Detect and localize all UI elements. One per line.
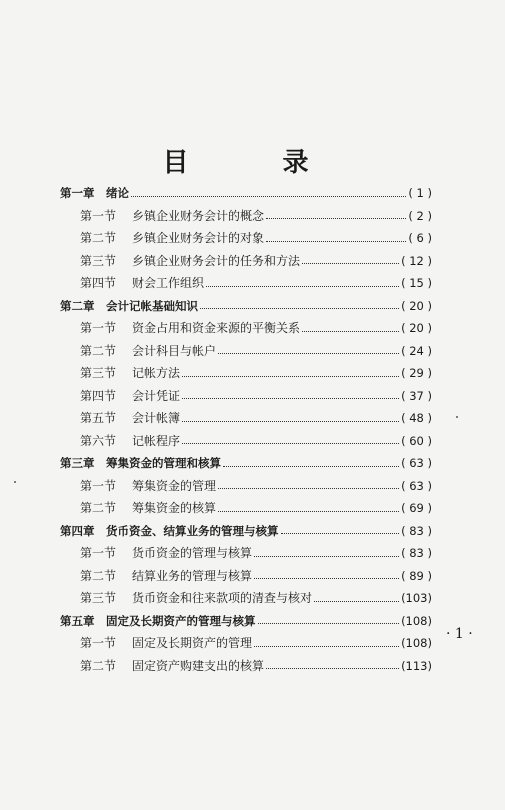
toc-dot-leader — [182, 398, 399, 399]
toc-dot-leader — [254, 556, 399, 557]
toc-section-row — [60, 430, 432, 453]
toc-dot-leader — [258, 623, 400, 624]
toc-entry-label: 第二节 — [80, 343, 117, 358]
toc-entry-page: ( 83 ) — [401, 546, 432, 560]
toc-entry-page: ( 20 ) — [401, 298, 432, 313]
toc-dot-leader — [302, 263, 399, 264]
toc-entry-label: 第四节 — [80, 388, 117, 403]
toc-entry-title: 货币资金、结算业务的管理与核算 — [106, 523, 279, 538]
toc-entry-label: 第二节 — [80, 231, 117, 245]
toc-entry-label: 第三章 — [60, 456, 95, 470]
toc-entry-page: (103) — [401, 591, 432, 605]
toc-entry-page: ( 60 ) — [401, 433, 432, 448]
toc-entry-label: 第一章 — [60, 186, 95, 200]
toc-entry-label: 第三节 — [80, 253, 117, 268]
toc-entry-label: 第二章 — [60, 298, 95, 313]
toc-entry-title: 乡镇企业财务会计的对象 — [132, 231, 265, 245]
toc-entry-label: 第四章 — [60, 523, 95, 538]
table-of-contents — [60, 182, 432, 677]
toc-entry-page: ( 6 ) — [408, 231, 432, 245]
toc-entry-label: 第一节 — [80, 208, 117, 223]
toc-entry-label: 第一节 — [80, 478, 117, 493]
toc-entry-page: ( 24 ) — [401, 343, 432, 358]
toc-entry-title: 会计帐簿 — [132, 411, 181, 425]
toc-dot-leader — [266, 241, 406, 242]
toc-dot-leader — [182, 421, 399, 422]
page-number: · 1 · — [446, 626, 473, 642]
scan-speck — [456, 416, 458, 418]
toc-entry-page: ( 1 ) — [408, 186, 432, 200]
toc-entry-page: (108) — [401, 613, 432, 628]
toc-entry-title: 绪论 — [106, 186, 129, 200]
toc-dot-leader — [223, 466, 399, 467]
toc-entry-title: 乡镇企业财务会计的概念 — [132, 208, 265, 223]
toc-section-row — [60, 340, 432, 363]
toc-entry-title: 会计记帐基础知识 — [106, 298, 198, 313]
toc-entry-label: 第三节 — [80, 591, 117, 605]
toc-entry-label: 第一节 — [80, 546, 117, 560]
toc-entry-title: 货币资金的管理与核算 — [132, 546, 253, 560]
toc-entry-page: ( 15 ) — [401, 276, 432, 290]
toc-dot-leader — [218, 353, 399, 354]
scan-speck — [14, 481, 16, 483]
toc-dot-leader — [302, 331, 399, 332]
toc-entry-page: ( 63 ) — [401, 478, 432, 493]
toc-entry-label: 第二节 — [80, 568, 117, 583]
toc-section-row — [60, 542, 432, 565]
toc-entry-label: 第五章 — [60, 613, 95, 628]
page-title: 目 录 — [162, 148, 343, 178]
toc-dot-leader — [218, 488, 399, 489]
toc-section-row — [60, 475, 432, 498]
toc-entry-label: 第六节 — [80, 433, 117, 448]
toc-section-row — [60, 362, 432, 385]
toc-entry-page: ( 2 ) — [408, 208, 432, 223]
toc-section-row — [60, 655, 432, 678]
toc-chapter-row — [60, 452, 432, 475]
toc-entry-title: 记帐方法 — [132, 366, 181, 380]
toc-chapter-row — [60, 520, 432, 543]
toc-entry-title: 会计科目与帐户 — [132, 343, 217, 358]
toc-section-row — [60, 205, 432, 228]
toc-entry-page: ( 48 ) — [401, 411, 432, 425]
toc-entry-title: 记帐程序 — [132, 433, 181, 448]
toc-section-row — [60, 272, 432, 295]
toc-entry-page: ( 83 ) — [401, 523, 432, 538]
toc-entry-title: 结算业务的管理与核算 — [132, 568, 253, 583]
toc-entry-page: (108) — [401, 636, 432, 650]
toc-section-row — [60, 632, 432, 655]
toc-dot-leader — [266, 668, 399, 669]
toc-chapter-row — [60, 295, 432, 318]
toc-entry-title: 固定及长期资产的管理与核算 — [106, 613, 256, 628]
toc-dot-leader — [314, 601, 399, 602]
toc-dot-leader — [182, 443, 399, 444]
toc-entry-label: 第一节 — [80, 636, 117, 650]
toc-dot-leader — [218, 511, 399, 512]
toc-entry-title: 会计凭证 — [132, 388, 181, 403]
toc-entry-title: 固定及长期资产的管理 — [132, 636, 253, 650]
toc-entry-label: 第二节 — [80, 501, 117, 515]
toc-section-row — [60, 250, 432, 273]
toc-section-row — [60, 587, 432, 610]
toc-chapter-row — [60, 182, 432, 205]
toc-section-row — [60, 407, 432, 430]
toc-dot-leader — [206, 286, 399, 287]
toc-dot-leader — [182, 376, 399, 377]
toc-entry-title: 筹集资金的管理 — [132, 478, 217, 493]
toc-entry-label: 第二节 — [80, 658, 117, 673]
toc-dot-leader — [131, 196, 406, 197]
toc-entry-page: ( 63 ) — [401, 456, 432, 470]
toc-entry-page: ( 69 ) — [401, 501, 432, 515]
toc-entry-page: ( 12 ) — [401, 253, 432, 268]
toc-entry-title: 固定资产购建支出的核算 — [132, 658, 265, 673]
toc-entry-title: 资金占用和资金来源的平衡关系 — [132, 321, 301, 335]
toc-dot-leader — [200, 308, 399, 309]
toc-section-row — [60, 317, 432, 340]
toc-entry-label: 第四节 — [80, 276, 117, 290]
toc-chapter-row — [60, 610, 432, 633]
toc-dot-leader — [254, 646, 399, 647]
toc-entry-page: (113) — [401, 658, 432, 673]
toc-section-row — [60, 385, 432, 408]
toc-entry-page: ( 29 ) — [401, 366, 432, 380]
toc-section-row — [60, 227, 432, 250]
toc-entry-page: ( 20 ) — [401, 321, 432, 335]
toc-dot-leader — [266, 218, 406, 219]
toc-entry-title: 筹集资金的核算 — [132, 501, 217, 515]
toc-entry-label: 第五节 — [80, 411, 117, 425]
toc-entry-label: 第一节 — [80, 321, 117, 335]
toc-section-row — [60, 497, 432, 520]
toc-entry-title: 财会工作组织 — [132, 276, 205, 290]
toc-dot-leader — [254, 578, 399, 579]
toc-entry-title: 乡镇企业财务会计的任务和方法 — [132, 253, 301, 268]
toc-entry-page: ( 37 ) — [401, 388, 432, 403]
toc-entry-title: 货币资金和往来款项的清查与核对 — [132, 591, 313, 605]
toc-entry-page: ( 89 ) — [401, 568, 432, 583]
toc-dot-leader — [281, 533, 400, 534]
toc-entry-label: 第三节 — [80, 366, 117, 380]
toc-section-row — [60, 565, 432, 588]
toc-entry-title: 筹集资金的管理和核算 — [106, 456, 221, 470]
